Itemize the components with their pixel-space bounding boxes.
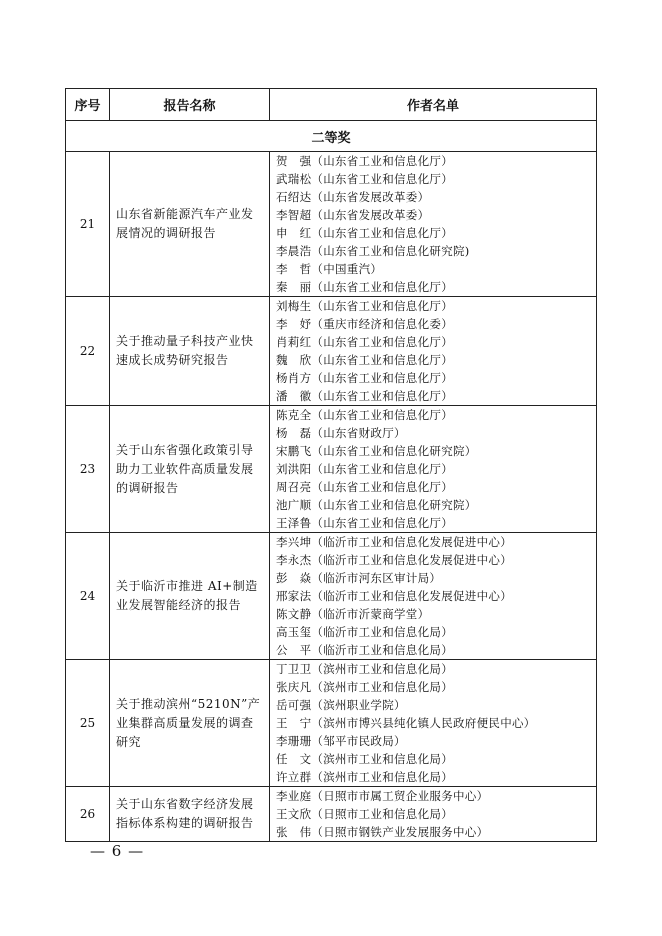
table-row bbox=[66, 406, 597, 533]
report-title: 关于推动量子科技产业快速成长成势研究报告 bbox=[110, 297, 270, 406]
author-list bbox=[270, 406, 597, 533]
section-title: 二等奖 bbox=[66, 121, 597, 152]
award-table bbox=[65, 88, 597, 842]
author-entry: 杨肖方（山东省工业和信息化厅） bbox=[276, 371, 453, 385]
author-entry: 石绍达（山东省发展改革委） bbox=[276, 190, 430, 204]
author-list bbox=[270, 660, 597, 787]
author-entry: 肖莉红（山东省工业和信息化厅） bbox=[276, 335, 453, 349]
author-entry: 李兴坤（临沂市工业和信息化发展促进中心） bbox=[276, 535, 512, 549]
author-entry: 丁卫卫（滨州市工业和信息化局） bbox=[276, 662, 453, 676]
author-list bbox=[270, 787, 597, 842]
header-authors: 作者名单 bbox=[270, 89, 597, 121]
author-entry: 杨 磊（山东省财政厅） bbox=[276, 426, 406, 440]
author-entry: 刘洪阳（山东省工业和信息化厅） bbox=[276, 462, 453, 476]
report-title: 关于山东省强化政策引导助力工业软件高质量发展的调研报告 bbox=[110, 406, 270, 533]
table-row bbox=[66, 297, 597, 406]
author-entry: 张庆凡（滨州市工业和信息化局） bbox=[276, 680, 453, 694]
author-entry: 潘 徽（山东省工业和信息化厅） bbox=[276, 389, 453, 403]
author-entry: 王泽鲁（山东省工业和信息化厅） bbox=[276, 516, 453, 530]
row-number: 23 bbox=[66, 406, 110, 533]
header-row bbox=[66, 89, 597, 121]
table-row bbox=[66, 660, 597, 787]
author-entry: 周召亮（山东省工业和信息化厅） bbox=[276, 480, 453, 494]
author-entry: 李 哲（中国重汽） bbox=[276, 262, 383, 276]
author-entry: 彭 焱（临沂市河东区审计局） bbox=[276, 571, 442, 585]
row-number: 24 bbox=[66, 533, 110, 660]
author-entry: 武瑞松（山东省工业和信息化厅） bbox=[276, 172, 453, 186]
report-title: 关于山东省数字经济发展指标体系构建的调研报告 bbox=[110, 787, 270, 842]
author-entry: 任 文（滨州市工业和信息化局） bbox=[276, 752, 453, 766]
author-entry: 李业庭（日照市市属工贸企业服务中心） bbox=[276, 789, 489, 803]
page-number: — 6 — bbox=[90, 842, 145, 860]
header-title: 报告名称 bbox=[110, 89, 270, 121]
author-entry: 宋鹏飞（山东省工业和信息化研究院） bbox=[276, 444, 477, 458]
author-entry: 陈文静（临沂市沂蒙商学堂） bbox=[276, 607, 430, 621]
report-title: 关于临沂市推进 AI+制造业发展智能经济的报告 bbox=[110, 533, 270, 660]
author-entry: 邢家法（临沂市工业和信息化发展促进中心） bbox=[276, 589, 512, 603]
author-entry: 李珊珊（邹平市民政局） bbox=[276, 734, 406, 748]
author-list bbox=[270, 533, 597, 660]
header-no: 序号 bbox=[66, 89, 110, 121]
author-entry: 秦 丽（山东省工业和信息化厅） bbox=[276, 280, 453, 294]
author-list bbox=[270, 152, 597, 297]
author-entry: 贺 强（山东省工业和信息化厅） bbox=[276, 154, 453, 168]
author-entry: 魏 欣（山东省工业和信息化厅） bbox=[276, 353, 453, 367]
row-number: 26 bbox=[66, 787, 110, 842]
author-entry: 刘梅生（山东省工业和信息化厅） bbox=[276, 299, 453, 313]
author-entry: 许立群（滨州市工业和信息化局） bbox=[276, 770, 453, 784]
report-title: 关于推动滨州“5210N”产业集群高质量发展的调查研究 bbox=[110, 660, 270, 787]
row-number: 21 bbox=[66, 152, 110, 297]
author-entry: 高玉玺（临沂市工业和信息化局） bbox=[276, 625, 453, 639]
table-row bbox=[66, 152, 597, 297]
author-entry: 李智超（山东省发展改革委） bbox=[276, 208, 430, 222]
author-entry: 王文欣（日照市工业和信息化局） bbox=[276, 807, 453, 821]
author-entry: 李晨浩（山东省工业和信息化研究院) bbox=[276, 244, 470, 258]
author-entry: 陈克全（山东省工业和信息化厅） bbox=[276, 408, 453, 422]
report-title: 山东省新能源汽车产业发展情况的调研报告 bbox=[110, 152, 270, 297]
table-row bbox=[66, 533, 597, 660]
row-number: 22 bbox=[66, 297, 110, 406]
author-entry: 张 伟（日照市钢铁产业发展服务中心） bbox=[276, 825, 489, 839]
author-entry: 李 妤（重庆市经济和信息化委） bbox=[276, 317, 453, 331]
author-entry: 公 平（临沂市工业和信息化局） bbox=[276, 643, 453, 657]
author-list bbox=[270, 297, 597, 406]
author-entry: 岳可强（滨州职业学院） bbox=[276, 698, 406, 712]
author-entry: 李永杰（临沂市工业和信息化发展促进中心） bbox=[276, 553, 512, 567]
row-number: 25 bbox=[66, 660, 110, 787]
author-entry: 申 红（山东省工业和信息化厅） bbox=[276, 226, 453, 240]
section-row bbox=[66, 121, 597, 152]
author-entry: 王 宁（滨州市博兴县纯化镇人民政府便民中心） bbox=[276, 716, 536, 730]
author-entry: 池广顺（山东省工业和信息化研究院） bbox=[276, 498, 477, 512]
table-row bbox=[66, 787, 597, 842]
